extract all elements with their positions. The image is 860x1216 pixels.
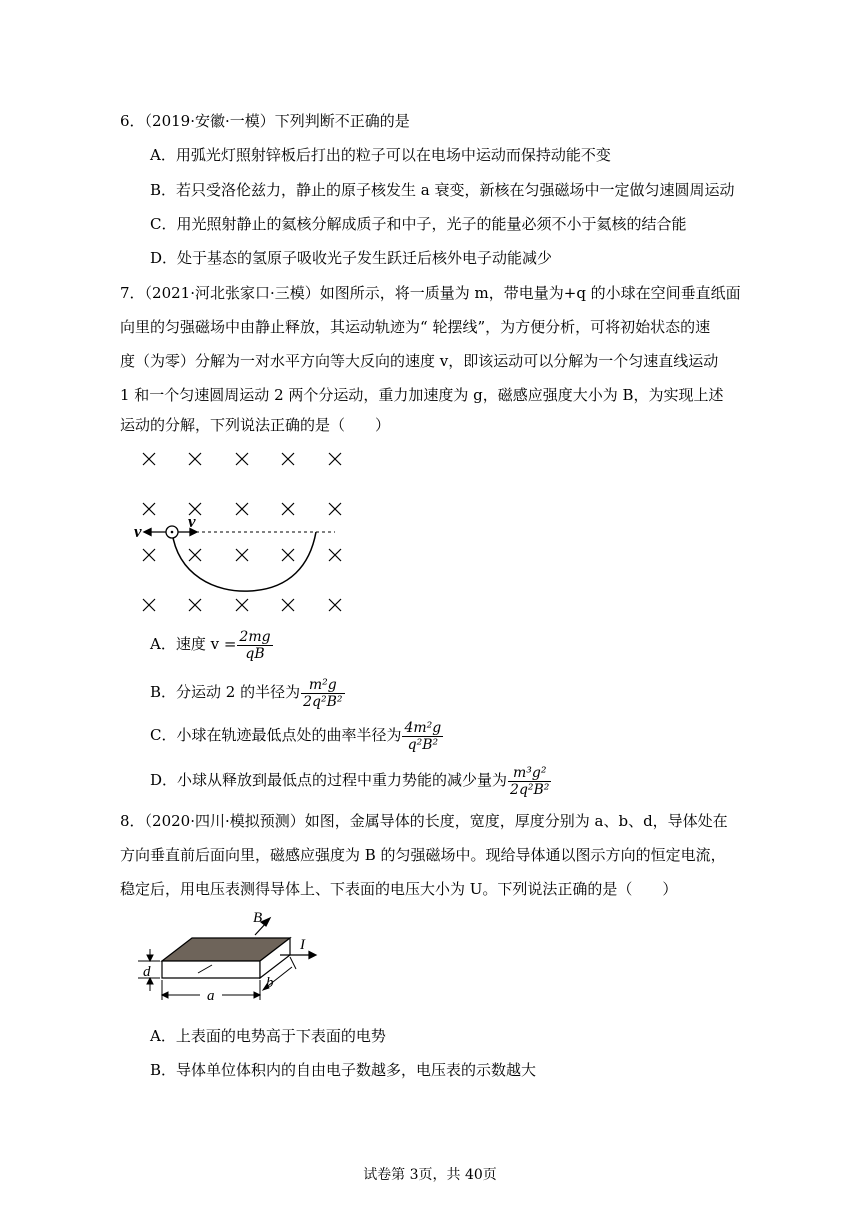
q8-option-b: B．导体单位体积内的自由电子数越多，电压表的示数越大 xyxy=(150,1061,537,1079)
q8-option-a: A．上表面的电势高于下表面的电势 xyxy=(150,1027,386,1045)
fraction-denominator: 2q²B² xyxy=(303,693,343,710)
q7-option-d-fraction xyxy=(508,765,551,798)
velocity-label-right: v xyxy=(188,512,196,531)
q7-option-c-fraction xyxy=(402,720,443,753)
q7-option-c xyxy=(150,715,444,755)
q7-stem-line-4: 1 和一个匀速圆周运动 2 两个分运动，重力加速度为 g，磁感应强度大小为 B，为实现上述 xyxy=(120,386,724,404)
dimension-label-d: d xyxy=(143,964,151,980)
fraction-denominator: qB xyxy=(245,645,265,662)
current-label-i: I xyxy=(300,937,305,953)
q7-option-b-prefix: B．分运动 2 的半径为 xyxy=(150,683,301,701)
q7-option-d xyxy=(150,760,552,800)
fraction-numerator: m²g xyxy=(301,677,344,694)
q7-figure xyxy=(130,445,360,620)
q7-option-c-prefix: C．小球在轨迹最低点处的曲率半径为 xyxy=(150,726,402,744)
q7-option-a xyxy=(150,624,274,664)
q7-option-b xyxy=(150,672,346,712)
q7-stem-line-1: 7．（2021·河北张家口·三模）如图所示，将一质量为 m，带电量为+q 的小球在空间垂直纸面 xyxy=(120,284,741,302)
q7-stem-line-3: 度（为零）分解为一对水平方向等大反向的速度 v，即该运动可以分解为一个匀速直线运动 xyxy=(120,352,719,370)
velocity-label-left: v xyxy=(134,522,142,541)
fraction-numerator: 2mg xyxy=(239,628,271,645)
q8-figure xyxy=(130,905,330,1015)
field-label-b: B xyxy=(253,910,263,926)
q6-option-c: C．用光照射静止的氦核分解成质子和中子，光子的能量必须不小于氦核的结合能 xyxy=(150,215,687,233)
q6-option-d: D．处于基态的氢原子吸收光子发生跃迁后核外电子动能减少 xyxy=(150,249,553,267)
q7-option-a-fraction xyxy=(237,629,272,662)
q6-option-a: A．用弧光灯照射锌板后打出的粒子可以在电场中运动而保持动能不变 xyxy=(150,146,611,164)
q7-stem-line-2: 向里的匀强磁场中由静止释放，其运动轨迹为“ 轮摆线”，为方便分析，可将初始状态的速 xyxy=(120,318,711,336)
q7-option-d-prefix: D．小球从释放到最低点的过程中重力势能的减少量为 xyxy=(150,771,508,789)
q8-stem-line-2: 方向垂直前后面向里，磁感应强度为 B 的匀强磁场中。现给导体通以图示方向的恒定电流， xyxy=(120,846,726,864)
fraction-numerator: 4m²g xyxy=(404,719,442,736)
q7-stem-line-5: 运动的分解，下列说法正确的是（ ） xyxy=(120,416,391,434)
q6-option-b: B．若只受洛伦兹力，静止的原子核发生 a 衰变，新核在匀强磁场中一定做匀速圆周运动 xyxy=(150,181,735,199)
page-footer: 试卷第 3页，共 40页 xyxy=(363,1167,497,1183)
dimension-label-a: a xyxy=(207,988,215,1004)
dimension-label-b: b xyxy=(266,975,274,991)
q8-stem-line-3: 稳定后，用电压表测得导体上、下表面的电压大小为 U。下列说法正确的是（ ） xyxy=(120,880,678,898)
trochoid-path xyxy=(172,532,316,591)
fraction-denominator: q²B² xyxy=(407,736,439,753)
q7-option-a-prefix: A．速度 v = xyxy=(150,635,237,653)
q7-option-b-fraction xyxy=(301,677,344,710)
q6-stem: 6．（2019·安徽·一模）下列判断不正确的是 xyxy=(120,112,410,130)
fraction-numerator: m³g² xyxy=(508,765,551,782)
fraction-denominator: 2q²B² xyxy=(510,781,550,798)
q8-stem-line-1: 8．（2020·四川·模拟预测）如图，金属导体的长度，宽度，厚度分别为 a、b、d，导体处在 xyxy=(120,812,728,830)
conductor-front-face xyxy=(162,961,260,978)
